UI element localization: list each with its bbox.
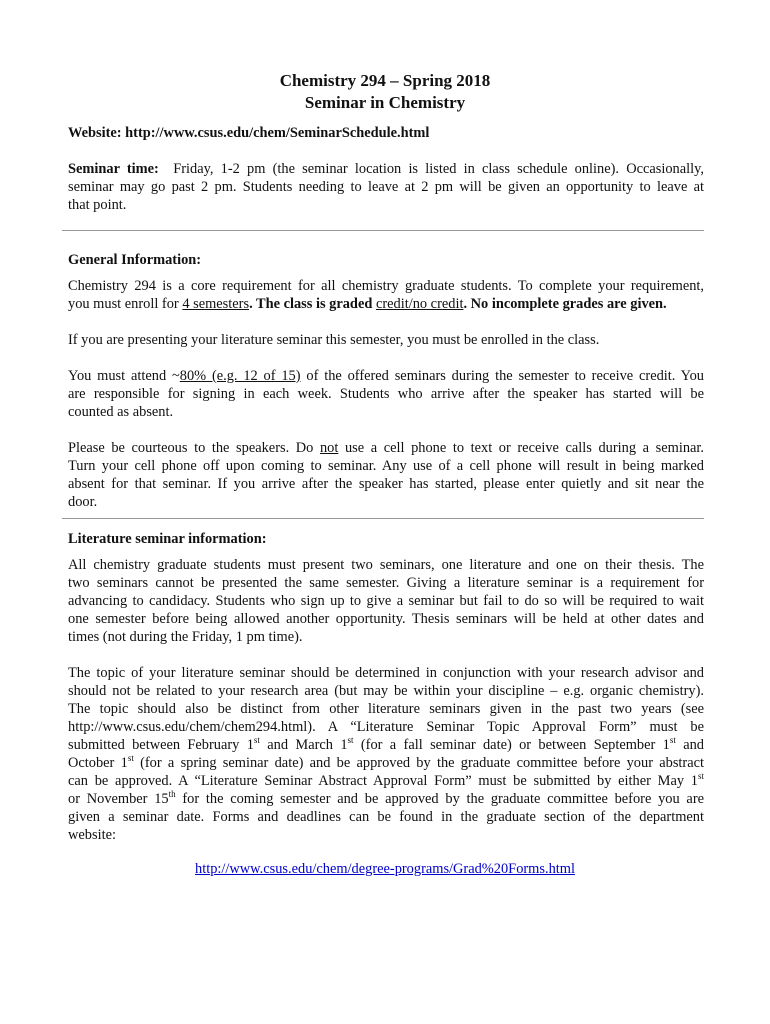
section-divider — [62, 230, 704, 231]
seminar-time-line-3: that point. — [68, 197, 127, 213]
general-p3-line-2: are responsible for signing in each week. Students who arrive after the speaker has started will be — [68, 386, 704, 402]
literature-p1-line-5: times (not during the Friday, 1 pm time). — [68, 629, 303, 645]
literature-p2-line-7: can be approved. A “Literature Seminar Abstract Approval Form” must be submitted by either May 1st — [68, 771, 704, 789]
literature-p2-line-4: http://www.csus.edu/chem/chem294.html). A “Literature Seminar Topic Approval Form” must be — [68, 719, 704, 735]
general-p4-line-1: Please be courteous to the speakers. Do not use a cell phone to text or receive calls during a seminar. — [68, 440, 704, 456]
course-subtitle: Seminar in Chemistry — [304, 93, 466, 112]
seminar-time-line-2: seminar may go past 2 pm. Students needing to leave at 2 pm will be given an opportunity to leave at — [68, 179, 704, 195]
grad-forms-link[interactable]: http://www.csus.edu/chem/degree-programs/Grad%20Forms.html — [195, 861, 575, 877]
general-p1-line-2: you must enroll for 4 semesters. The class is graded credit/no credit. No incomplete grades are given. — [68, 296, 667, 312]
literature-p2-line-9: given a seminar date. Forms and deadlines can be found in the graduate section of the department — [68, 809, 704, 825]
literature-p1-line-2: two seminars cannot be presented the same semester. Giving a literature seminar is a requirement for — [68, 575, 704, 591]
section-divider — [62, 518, 704, 519]
literature-heading: Literature seminar information: — [68, 531, 267, 547]
general-info-heading: General Information: — [68, 252, 202, 268]
website-url: http://www.csus.edu/chem/SeminarSchedule.html — [125, 125, 430, 141]
grading-mode: credit/no credit — [375, 296, 464, 312]
attendance-requirement: 80% (e.g. 12 of 15) — [179, 368, 301, 384]
literature-p2-line-8: or November 15th for the coming semester and be approved by the graduate committee before you are — [68, 789, 704, 807]
general-p4-line-3: absent for that seminar. If you arrive after the speaker has started, please enter quietly and sit near the — [68, 476, 704, 492]
literature-p1-line-3: advancing to candidacy. Students who sign up to give a seminar but fail to do so will be required to wait — [68, 593, 704, 609]
general-p3-line-3: counted as absent. — [68, 404, 174, 420]
literature-p1-line-4: one semester before being allowed another opportunity. Thesis seminars will be held at other dates and — [68, 611, 704, 627]
general-p2: If you are presenting your literature seminar this semester, you must be enrolled in the class. — [68, 332, 600, 348]
general-p4-line-4: door. — [68, 494, 98, 510]
literature-p2-line-5: submitted between February 1st and March 1st (for a fall seminar date) or between September 1st and — [68, 735, 704, 753]
literature-p2-line-1: The topic of your literature seminar should be determined in conjunction with your research advisor and — [68, 665, 704, 681]
general-p1-line-1: Chemistry 294 is a core requirement for all chemistry graduate students. To complete your requirement, — [68, 278, 704, 294]
emphasis-not: not — [319, 440, 339, 456]
course-title: Chemistry 294 – Spring 2018 — [279, 71, 491, 90]
general-p3-line-1: You must attend ~80% (e.g. 12 of 15) of the offered seminars during the semester to receive credit. You — [68, 368, 705, 384]
literature-p2-line-10: website: — [68, 827, 116, 843]
semesters-requirement: 4 semesters — [182, 296, 250, 312]
literature-p2-line-2: should not be related to your research area (but may be within your discipline – e.g. organic chemistry). — [68, 683, 704, 699]
general-p4-line-2: Turn your cell phone off upon coming to seminar. Any use of a cell phone will result in being marked — [68, 458, 704, 474]
literature-p1-line-1: All chemistry graduate students must present two seminars, one literature and one on their thesis. The — [68, 557, 704, 573]
seminar-time-label: Seminar time: — [68, 161, 159, 177]
website-label: Website: — [68, 125, 122, 141]
seminar-time-line-1: Seminar time: Friday, 1-2 pm (the seminar location is listed in class schedule online). Occasionally, — [68, 161, 704, 177]
literature-p2-line-6: October 1st (for a spring seminar date) and be approved by the graduate committee before your abstract — [68, 753, 704, 771]
literature-p2-line-3: The topic should also be distinct from other literature seminars given in the past two years (see — [68, 701, 704, 717]
website-line — [68, 124, 704, 142]
